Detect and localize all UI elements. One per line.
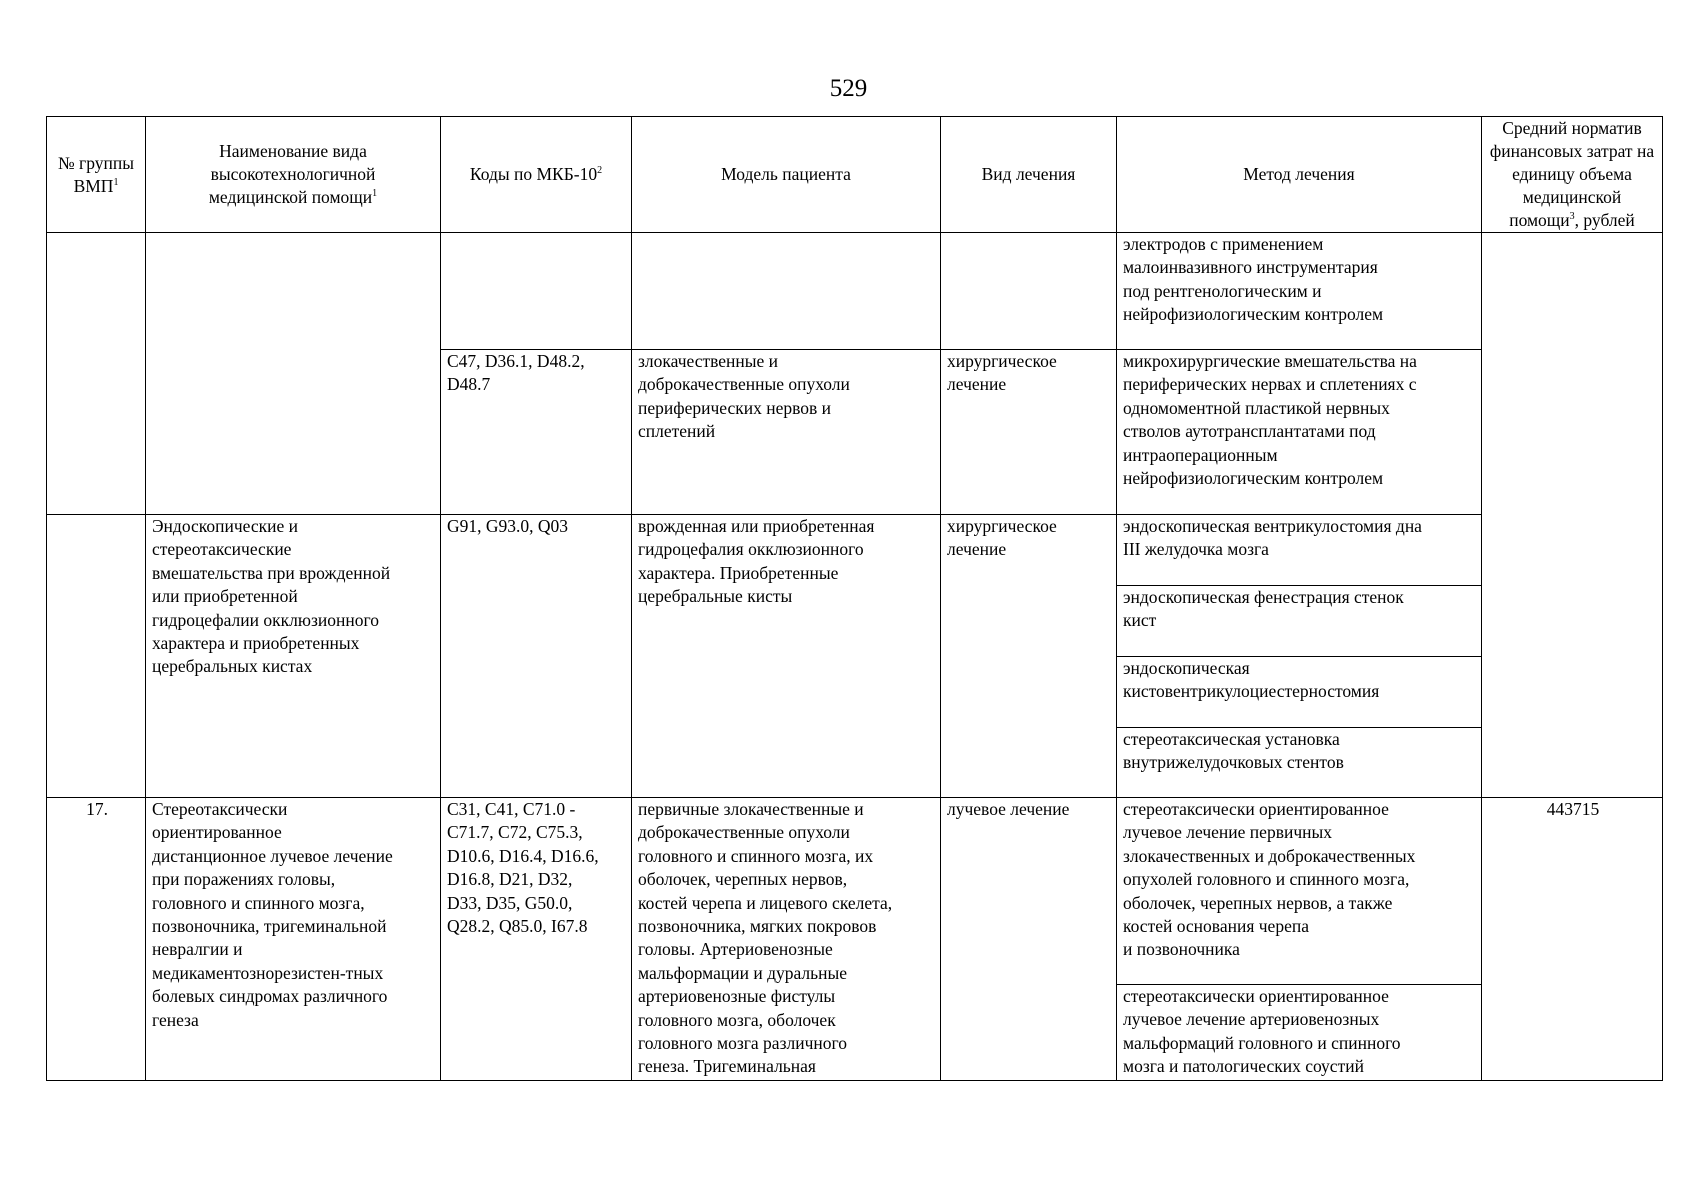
- method-cell: [1117, 798, 1482, 1081]
- header-codes: Коды по МКБ-$10^2$: [441, 117, 632, 233]
- header-model: Модель пациента: [632, 117, 941, 233]
- method-cell: электродов с применением малоинвазивного инструментария под рентгенологическим и нейрофизиологическим контролем: [1117, 233, 1482, 350]
- method-item: эндоскопическая фенестрация стенок кист: [1117, 586, 1481, 657]
- method-item: стереотаксически ориентированное лучевое лечение артериовенозных мальформаций головного и спинного мозга и патологических соустий: [1123, 986, 1401, 1077]
- group-cell: [47, 515, 146, 798]
- cost-cell: 443715: [1482, 798, 1663, 1081]
- model-cell: первичные злокачественные и доброкачественные опухоли головного и спинного мозга, их оболочек, черепных нервов, костей черепа и лицевого скелета, позвоночника, мягких покровов головы. Артериовенозные мальформации и дуральные артериовенозные фистулы головного мозга, оболочек головного мозга различного генеза. Тригеминальная: [632, 798, 941, 1081]
- method-cell: [1117, 515, 1482, 798]
- method-cell: микрохирургические вмешательства на периферических нервах и сплетениях с одномоментной пластикой нервных стволов аутотрансплантатами под интраоперационным нейрофизиологическим контролем: [1117, 350, 1482, 515]
- header-method: Метод лечения: [1117, 117, 1482, 233]
- model-cell: злокачественные и доброкачественные опухоли периферических нервов и сплетений: [632, 350, 941, 515]
- method-item: стереотаксически ориентированное лучевое лечение первичных злокачественных и доброкачественных опухолей головного и спинного мозга, оболочек, черепных нервов, а также костей основания черепа и позвоночника: [1117, 798, 1481, 985]
- treatment-cell: лучевое лечение: [941, 798, 1117, 1081]
- codes-cell: C31, C41, C71.0 - C71.7, C72, C75.3, D10.6, D16.4, D16.6, D16.8, D21, D32, D33, D35, G50.0, Q28.2, Q85.0, I67.8: [441, 798, 632, 1081]
- method-item: стереотаксическая установка внутрижелудочковых стентов: [1123, 729, 1344, 773]
- group-cell: 17.: [47, 798, 146, 1081]
- model-cell: врожденная или приобретенная гидроцефалия окклюзионного характера. Приобретенные церебральные кисты: [632, 515, 941, 798]
- header-group: № группы ВМП$^1$: [47, 117, 146, 233]
- codes-cell: [441, 233, 632, 350]
- codes-cell: G91, G93.0, Q03: [441, 515, 632, 798]
- header-name: Наименование вида высокотехнологичной медицинской помощи$^1$: [146, 117, 441, 233]
- table-row: [47, 798, 1663, 1081]
- header-cost: Средний норматив финансовых затрат на единицу объема медицинской помощи$^3$, рублей: [1482, 117, 1663, 233]
- header-treatment: Вид лечения: [941, 117, 1117, 233]
- group-cell: [47, 233, 146, 515]
- name-cell: Стереотаксически ориентированное дистанционное лучевое лечение при поражениях головы, головного и спинного мозга, позвоночника, тригеминальной невралгии и медикаментознорезистен-тных болевых синдромах различного генеза: [146, 798, 441, 1081]
- cost-cell: [1482, 233, 1663, 798]
- header-row: [47, 117, 1663, 233]
- treatment-cell: [941, 233, 1117, 350]
- method-item: эндоскопическая кистовентрикулоциестерностомия: [1117, 657, 1481, 728]
- table-row: [47, 515, 1663, 798]
- name-cell: Эндоскопические и стереотаксические вмешательства при врожденной или приобретенной гидроцефалии окклюзионного характера и приобретенных церебральных кистах: [146, 515, 441, 798]
- name-cell: [146, 233, 441, 515]
- table-row: [47, 233, 1663, 350]
- codes-cell: C47, D36.1, D48.2, D48.7: [441, 350, 632, 515]
- treatment-cell: хирургическое лечение: [941, 515, 1117, 798]
- vmp-table: [46, 116, 1663, 1081]
- model-cell: [632, 233, 941, 350]
- method-item: эндоскопическая вентрикулостомия дна III желудочка мозга: [1117, 515, 1481, 586]
- page-number: 529: [829, 75, 868, 102]
- treatment-cell: хирургическое лечение: [941, 350, 1117, 515]
